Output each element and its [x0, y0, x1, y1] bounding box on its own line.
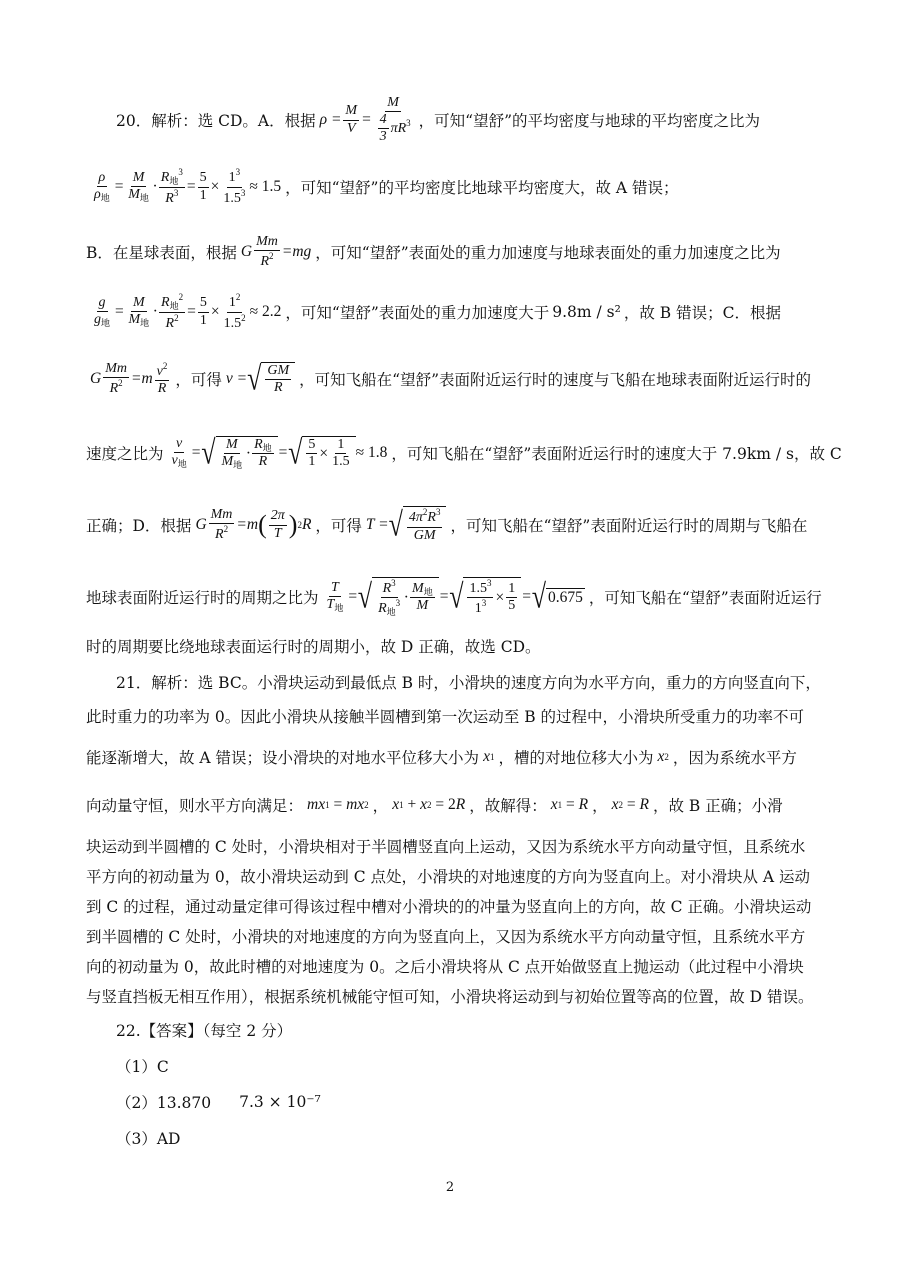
- t-ratio-formula: $\frac{T}{T_地}$ = √ $\frac{R^3}{R_地^3}$ · $\frac{M_地}{M}$ = √ $\frac{1.5^3}{1^3}$ × $\frac{1}{5}$ = √ 0.675: [326, 577, 583, 617]
- q20-text: ，可知“望舒”表面处的重力加速度与地球表面处的重力加速度之比为: [315, 244, 781, 262]
- q21-line-7: [86, 894, 816, 918]
- q20-line-9: [86, 634, 816, 658]
- g-ratio-formula: $\frac{g}{g_地}$ = $\frac{M}{M_地}$ · $\frac{R_地^2}{R^2}$ = $\frac{5}{1}$ × $\frac{1^2}{1.5^2}$ ≈ 2.2: [94, 292, 282, 331]
- q21-line-3: [86, 740, 816, 774]
- q20-value: 9.8m / s²: [552, 303, 621, 321]
- q21-line-1: [116, 670, 821, 694]
- q20-text: 正确；D．根据: [86, 517, 192, 535]
- q20-text: 时的周期要比绕地球表面运行时的周期小，故 D 正确，故选 CD。: [86, 638, 541, 656]
- q21-line-9: [86, 954, 816, 978]
- q20-line-8: [86, 570, 822, 624]
- q20-text: 速度之比为: [86, 445, 164, 463]
- q21-text: 块运动到半圆槽的 C 处时，小滑块相对于半圆槽竖直向上运动，又因为系统水平方向动量守恒，且系统水: [86, 838, 806, 856]
- gravity-formula: G $\frac{Mm}{R^2}$ =mg: [240, 233, 312, 269]
- q21-text: 能逐渐增大，故 A 错误；设小滑块的对地水平位移大小为: [86, 749, 480, 767]
- q21-line-5: [86, 834, 816, 858]
- x1-symbol: x 1: [483, 748, 495, 765]
- q20-text: ，可知“望舒”的平均密度与地球的平均密度之比为: [418, 112, 760, 130]
- t-formula: T = √ $\frac{4\pi^2R^3}{GM}$: [366, 506, 447, 543]
- q20-line-7: [86, 500, 816, 550]
- q20-line-6: [86, 428, 842, 478]
- q20-text: 地球表面附近运行时的周期之比为: [86, 589, 319, 607]
- q21-line-10: [86, 984, 816, 1008]
- q20-text: ，可知飞船在“望舒”表面附近运行时的周期与飞船在: [450, 517, 808, 535]
- orbit-formula: G $\frac{Mm}{R^2}$ =m $\frac{v^2}{R}$: [90, 360, 168, 396]
- density-formula: ρ = $\frac{M}{V}$ = M $\frac{4}{3}$ $\pi R^3$: [319, 94, 411, 145]
- q20-text: ，可知“望舒”的平均密度比地球平均密度大，故 A 错误；: [285, 179, 679, 197]
- q21-text: 平方向的初动量为 0，故小滑块运动到 C 点处，小滑块的对地速度的方向为竖直向上。对小滑块从 A 运动: [86, 868, 811, 886]
- q21-text: 向的初动量为 0，故此时槽的对地速度为 0。之后小滑块将从 C 点开始做竖直上抛运动（此过程中小滑块: [86, 958, 804, 976]
- q22-text: 22.【答案】（每空 2 分）: [116, 1022, 293, 1040]
- q20-line-2: [86, 165, 816, 209]
- q21-line-4: 向动量守恒，则水平方向满足： mx 1 = mx 2 ， x 1 + x 2 = 2 R ，故解得： x 1 = R ， x 2 = R ，故 B 正确；小滑: [86, 796, 783, 815]
- q22-text: （2）13.870: [116, 1094, 212, 1112]
- q20-line-4: [86, 290, 816, 334]
- momentum-equation: mx 1 = mx 2: [307, 796, 369, 813]
- q21-line-6: [86, 864, 816, 888]
- q20-text: B．在星球表面，根据: [86, 244, 237, 262]
- q21-line-8: [86, 924, 816, 948]
- q21-text: 向动量守恒，则水平方向满足：: [86, 797, 304, 815]
- velocity-ratio-formula: $\frac{v}{v_地}$ = √ $\frac{M}{M_地}$ · $\frac{R_地}{R}$ = √ $\frac{5}{1}$ × $\frac{1}{1.5}$ ≈ 1.8: [171, 433, 388, 472]
- q20-text: ，可得: [175, 371, 222, 389]
- q20-line-3: [86, 230, 816, 274]
- q22-text: （3）AD: [116, 1130, 181, 1148]
- q20-text: ，可知飞船在“望舒”表面附近运行时的速度大于 7.9km / s，故 C: [391, 445, 842, 463]
- q22-answer-3: [116, 1126, 816, 1150]
- q21-text: ，因为系统水平方: [672, 749, 797, 767]
- q20-text: ，可知“望舒”表面处的重力加速度大于: [285, 304, 550, 322]
- q20-line-1: [116, 95, 816, 145]
- q22-text: （1）C: [116, 1058, 169, 1076]
- x2-symbol: x 2: [657, 748, 669, 765]
- q21-text: 与竖直挡板无相互作用），根据系统机械能守恒可知，小滑块将运动到与初始位置等高的位置，故 D 错误。: [86, 988, 814, 1006]
- x2-solution: x 2 = R: [611, 796, 649, 813]
- q20-text: 20．解析：选 CD。A．根据: [116, 112, 316, 130]
- q21-text: 21．解析：选 BC。小滑块运动到最低点 B 时，小滑块的速度方向为水平方向，重力的方向竖直向下，: [116, 674, 821, 692]
- q20-line-5: [86, 355, 816, 403]
- page-number: 2: [445, 1180, 455, 1195]
- q21-text: ，故 B 正确；小滑: [652, 797, 783, 815]
- velocity-formula: v = √ $\frac{GM}{R}$: [226, 362, 295, 396]
- density-ratio-formula: $\frac{\rho}{\rho_地}$ = $\frac{M}{M_地}$ · $\frac{R_地^3}{R^3}$ = $\frac{5}{1}$ × $\frac{1^3}{1.5^3}$ ≈ 1.5: [94, 167, 282, 206]
- period-formula: G $\frac{Mm}{R^2}$ =m ( $\frac{2\pi}{T}$ ) 2 R: [195, 506, 312, 542]
- q20-text: ，可知飞船在“望舒”表面附近运行: [588, 589, 822, 607]
- q21-text: 此时重力的功率为 0。因此小滑块从接触半圆槽到第一次运动至 B 的过程中，小滑块所受重力的功率不可: [86, 708, 805, 726]
- q21-text: 到 C 的过程，通过动量定律可得该过程中槽对小滑块的的冲量为竖直向上的方向，故 C 正确。小滑块运动: [86, 898, 812, 916]
- x1-solution: x 1 = R: [550, 796, 589, 813]
- q22-answer-2: [116, 1090, 816, 1114]
- q21-text: ，槽的对地位移大小为: [498, 749, 654, 767]
- q20-text: ，可得: [315, 517, 362, 535]
- displacement-equation: x 1 + x 2 = 2 R: [392, 796, 466, 813]
- q22-value: 7.3 × 10⁻⁷: [239, 1093, 321, 1111]
- q21-text: ，故解得：: [469, 797, 547, 815]
- q20-text: ，可知飞船在“望舒”表面附近运行时的速度与飞船在地球表面附近运行时的: [299, 371, 812, 389]
- q21-line-2: [86, 704, 816, 728]
- q22-answer-1: [116, 1054, 816, 1078]
- q20-text: ，故 B 错误；C．根据: [623, 304, 781, 322]
- q22-header: [116, 1018, 816, 1042]
- q21-text: 到半圆槽的 C 处时，小滑块的对地速度的方向为竖直向上，又因为系统水平方向动量守恒，且系统水平方: [86, 928, 806, 946]
